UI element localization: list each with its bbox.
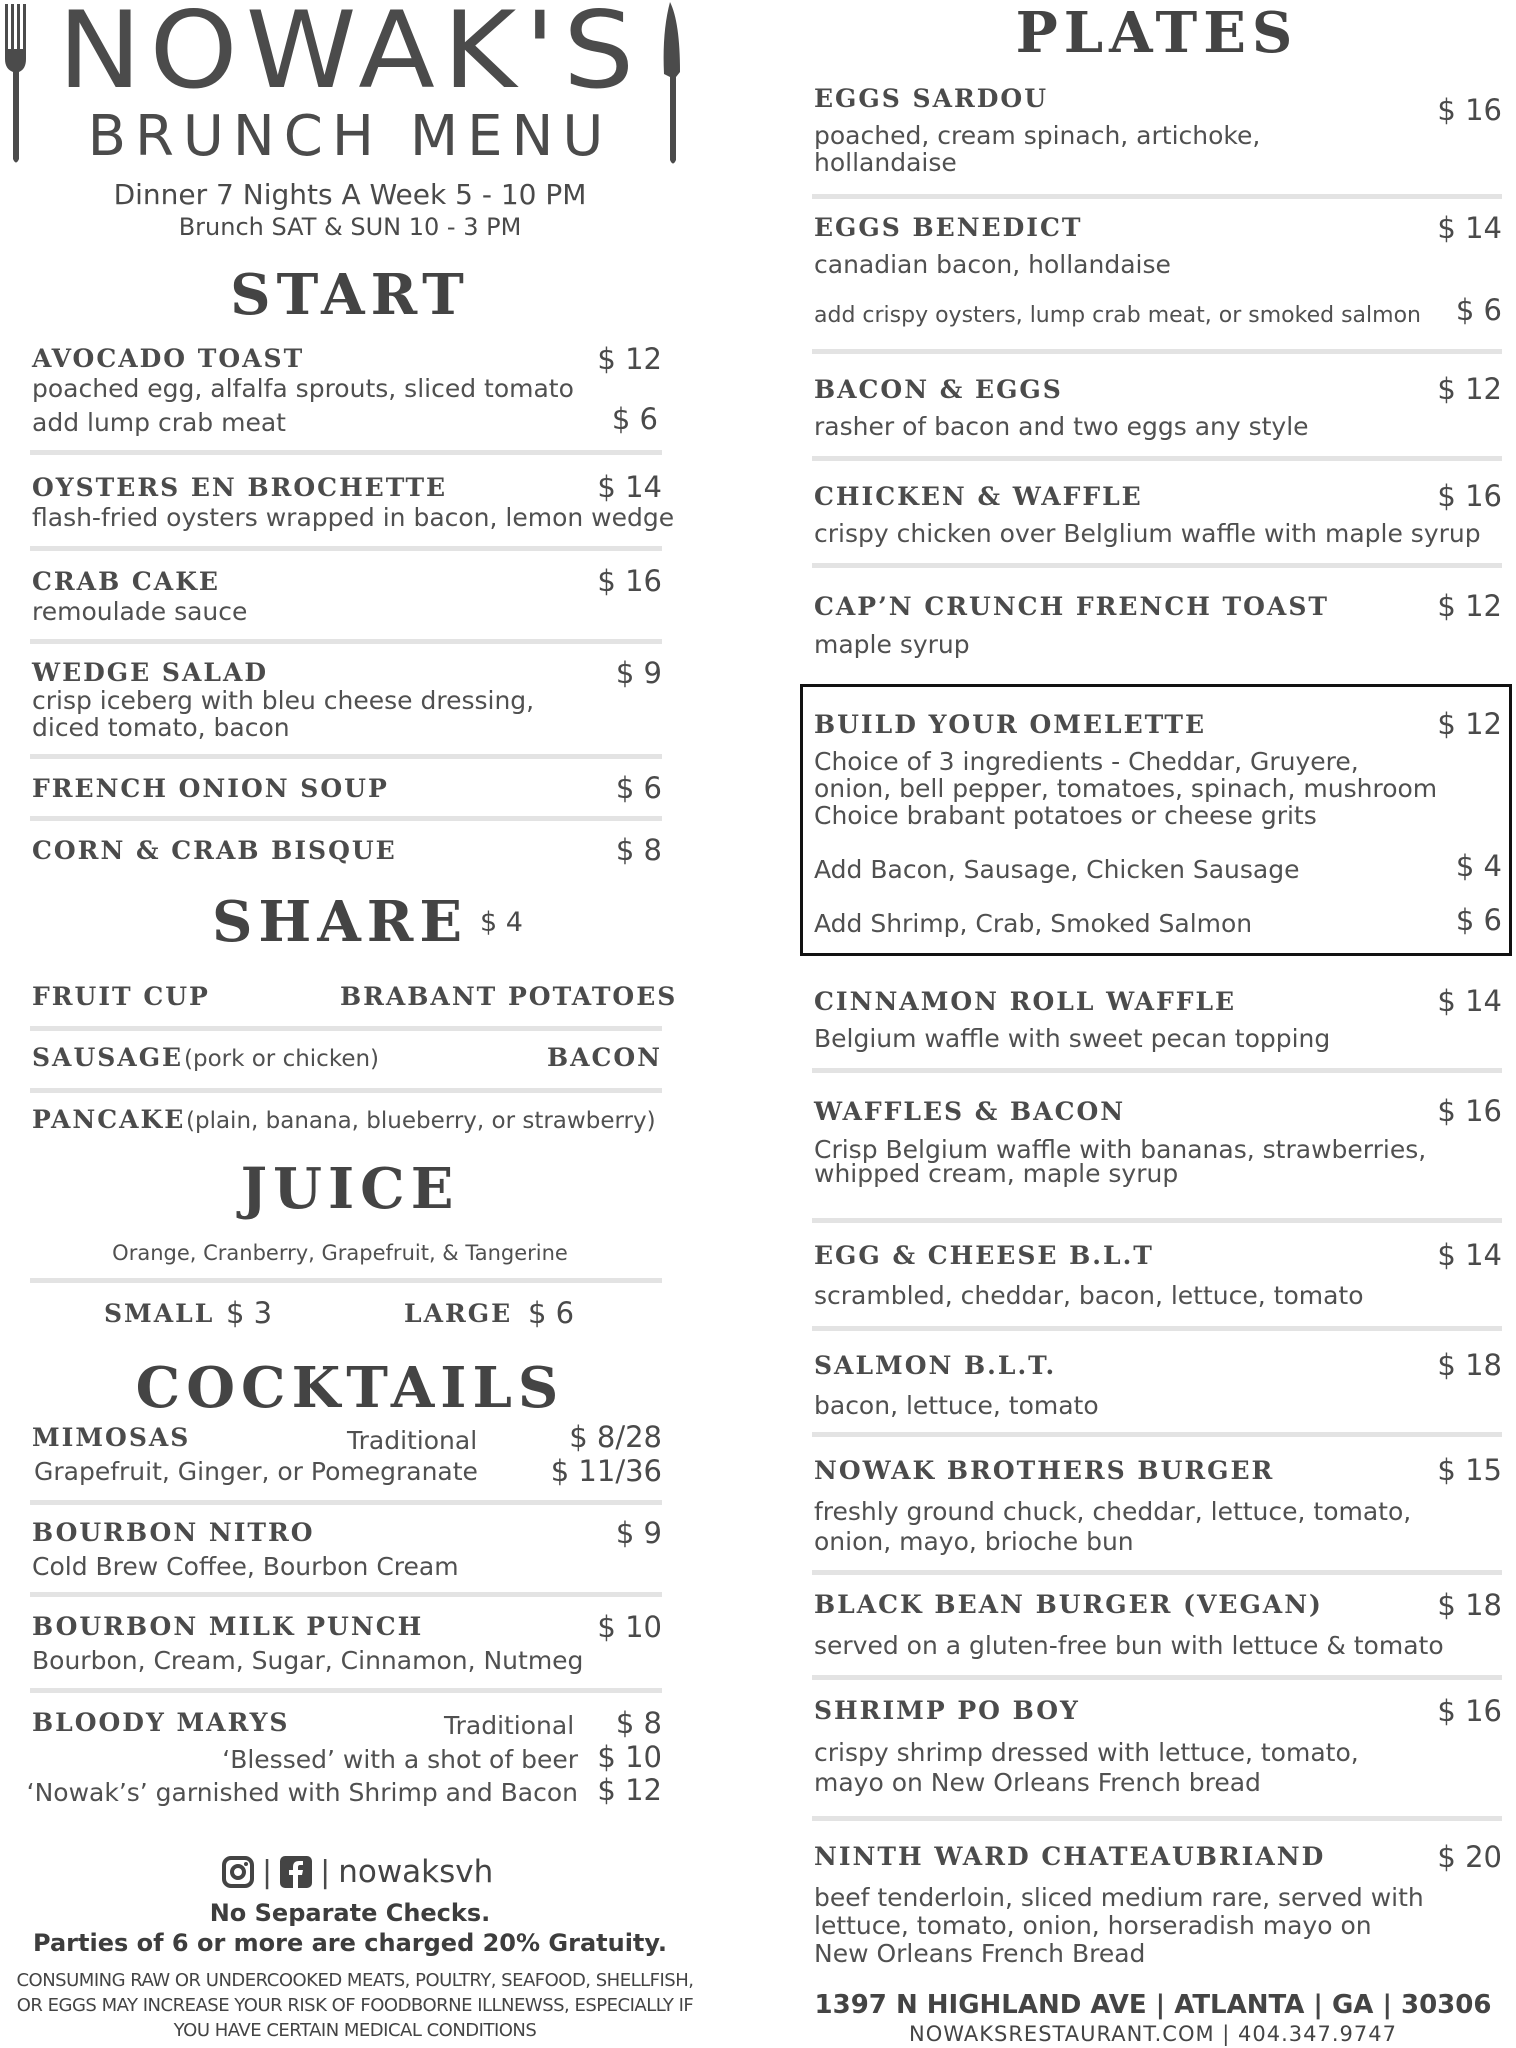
divider (812, 349, 1502, 354)
capn-crunch-desc: maple syrup (814, 630, 970, 659)
divider (30, 1026, 662, 1031)
bloody-blessed: ‘Blessed’ with a shot of beer (222, 1745, 578, 1774)
start-heading: START (230, 262, 470, 328)
eggs-benedict-addon-price: $ 6 (1455, 293, 1502, 327)
plates-heading: PLATES (1015, 0, 1299, 66)
menu-subtitle: BRUNCH MENU (87, 104, 613, 169)
gratuity-notice: Parties of 6 or more are charged 20% Gratuity. (33, 1929, 667, 1957)
salmon-blt-name: SALMON B.L.T. (814, 1351, 1057, 1380)
omelette-desc: Choice of 3 ingredients - Cheddar, Gruyere, (814, 747, 1359, 776)
dinner-hours: Dinner 7 Nights A Week 5 - 10 PM (113, 178, 587, 211)
social-handle[interactable]: nowaksvh (338, 1854, 494, 1890)
wedge-salad-desc: crisp iceberg with bleu cheese dressing, (32, 686, 535, 715)
share-heading: SHARE (211, 889, 469, 955)
no-separate-checks: No Separate Checks. (209, 1899, 491, 1927)
waffles-bacon-desc: whipped cream, maple syrup (814, 1159, 1179, 1188)
juice-large-label: LARGE (404, 1299, 513, 1328)
nowak-burger-desc: freshly ground chuck, cheddar, lettuce, tomato, (814, 1497, 1412, 1526)
food-warning-line3: YOU HAVE CERTAIN MEDICAL CONDITIONS (173, 2020, 537, 2041)
french-onion-name: FRENCH ONION SOUP (32, 774, 389, 803)
wedge-salad-desc: diced tomato, bacon (32, 713, 290, 742)
bacon-eggs-price: $ 12 (1437, 372, 1502, 406)
omelette-desc: onion, bell pepper, tomatoes, spinach, mushroom (814, 774, 1438, 803)
mimosas-traditional: Traditional (347, 1426, 478, 1455)
ninth-ward-desc: beef tenderloin, sliced medium rare, served with (814, 1883, 1424, 1912)
knife-icon (660, 2, 682, 167)
salmon-blt-desc: bacon, lettuce, tomato (814, 1391, 1099, 1420)
milk-punch-price: $ 10 (597, 1610, 662, 1644)
cinnamon-desc: Belgium waffle with sweet pecan topping (814, 1024, 1331, 1053)
divider (812, 194, 1502, 199)
sausage-note: (pork or chicken) (184, 1046, 380, 1072)
oysters-price: $ 14 (597, 470, 662, 504)
avocado-toast-name: AVOCADO TOAST (32, 344, 305, 373)
bisque-name: CORN & CRAB BISQUE (32, 836, 397, 865)
oysters-name: OYSTERS EN BROCHETTE (32, 473, 448, 502)
food-warning-line1: CONSUMING RAW OR UNDERCOOKED MEATS, POULTRY, SEAFOOD, SHELLFISH, (16, 1970, 694, 1991)
omelette-add2-price: $ 6 (1455, 903, 1502, 937)
eggs-benedict-price: $ 14 (1437, 211, 1502, 245)
brabant-potatoes: BRABANT POTATOES (340, 982, 678, 1011)
pancake: PANCAKE (32, 1105, 186, 1134)
bisque-price: $ 8 (615, 833, 662, 867)
bloody-nowaks: ‘Nowak’s’ garnished with Shrimp and Bacon (26, 1778, 578, 1807)
black-bean-burger-name: BLACK BEAN BURGER (VEGAN) (814, 1590, 1323, 1619)
waffles-bacon-name: WAFFLES & BACON (814, 1097, 1126, 1126)
salmon-blt-price: $ 18 (1437, 1348, 1502, 1382)
egg-cheese-blt-price: $ 14 (1437, 1238, 1502, 1272)
milk-punch-desc: Bourbon, Cream, Sugar, Cinnamon, Nutmeg (32, 1646, 584, 1675)
divider (30, 816, 662, 821)
divider (30, 1088, 662, 1093)
eggs-sardou-price: $ 16 (1437, 93, 1502, 127)
shrimp-po-boy-desc: mayo on New Orleans French bread (814, 1768, 1261, 1797)
egg-cheese-blt-desc: scrambled, cheddar, bacon, lettuce, tomato (814, 1281, 1364, 1310)
eggs-sardou-name: EGGS SARDOU (814, 84, 1048, 113)
brunch-hours: Brunch SAT & SUN 10 - 3 PM (178, 213, 522, 241)
divider (812, 1675, 1502, 1680)
avocado-toast-price: $ 12 (597, 342, 662, 376)
pancake-note: (plain, banana, blueberry, or strawberry) (186, 1108, 656, 1134)
bacon: BACON (546, 1043, 662, 1072)
bacon-eggs-name: BACON & EGGS (814, 375, 1063, 404)
omelette-price: $ 12 (1437, 707, 1502, 741)
eggs-benedict-name: EGGS BENEDICT (814, 213, 1083, 242)
crab-cake-desc: remoulade sauce (32, 597, 248, 626)
divider (812, 1432, 1502, 1437)
divider (30, 1688, 662, 1693)
restaurant-name: NOWAK'S (57, 0, 643, 113)
divider (30, 546, 662, 551)
restaurant-contact[interactable]: NOWAKSRESTAURANT.COM | 404.347.9747 (909, 2022, 1397, 2046)
crab-cake-name: CRAB CAKE (32, 567, 220, 596)
divider (30, 1592, 662, 1597)
oysters-desc: flash-fried oysters wrapped in bacon, lemon wedge (32, 503, 675, 532)
divider (30, 639, 662, 644)
omelette-desc: Choice brabant potatoes or cheese grits (814, 801, 1317, 830)
bloody-marys-name: BLOODY MARYS (32, 1708, 290, 1737)
mimosas-name: MIMOSAS (32, 1423, 191, 1452)
omelette-name: BUILD YOUR OMELETTE (814, 710, 1207, 739)
bloody-blessed-price: $ 10 (597, 1740, 662, 1774)
instagram-icon[interactable] (222, 1856, 254, 1888)
facebook-icon[interactable] (280, 1856, 312, 1888)
shrimp-po-boy-price: $ 16 (1437, 1694, 1502, 1728)
avocado-toast-addon: add lump crab meat (32, 408, 286, 437)
omelette-add1: Add Bacon, Sausage, Chicken Sausage (814, 855, 1300, 884)
avocado-toast-addon-price: $ 6 (611, 402, 658, 436)
capn-crunch-name: CAP’N CRUNCH FRENCH TOAST (814, 592, 1329, 621)
divider (812, 1326, 1502, 1331)
eggs-benedict-desc: canadian bacon, hollandaise (814, 250, 1171, 279)
mimosas-flavors-price: $ 11/36 (550, 1454, 662, 1488)
waffles-bacon-desc: Crisp Belgium waffle with bananas, strawberries, (814, 1135, 1427, 1164)
fruit-cup: FRUIT CUP (32, 982, 210, 1011)
divider (30, 1278, 662, 1283)
sausage: SAUSAGE (32, 1043, 184, 1072)
chicken-waffle-name: CHICKEN & WAFFLE (814, 482, 1143, 511)
divider (812, 1816, 1502, 1821)
wedge-salad-name: WEDGE SALAD (32, 658, 269, 687)
bloody-nowaks-price: $ 12 (597, 1773, 662, 1807)
eggs-sardou-desc: hollandaise (814, 148, 957, 177)
bourbon-nitro-desc: Cold Brew Coffee, Bourbon Cream (32, 1552, 459, 1581)
shrimp-po-boy-name: SHRIMP PO BOY (814, 1696, 1080, 1725)
eggs-benedict-addon: add crispy oysters, lump crab meat, or smoked salmon (814, 303, 1421, 328)
juice-large-price: $ 6 (528, 1296, 575, 1330)
milk-punch-name: BOURBON MILK PUNCH (32, 1612, 424, 1641)
divider (812, 456, 1502, 461)
divider (30, 1500, 662, 1505)
juice-small-label: SMALL (104, 1299, 215, 1328)
ninth-ward-price: $ 20 (1437, 1840, 1502, 1874)
bloody-traditional: Traditional (444, 1711, 575, 1740)
divider (812, 563, 1502, 568)
separator: | (320, 1854, 331, 1890)
ninth-ward-name: NINTH WARD CHATEAUBRIAND (814, 1842, 1326, 1871)
black-bean-burger-price: $ 18 (1437, 1588, 1502, 1622)
chicken-waffle-price: $ 16 (1437, 479, 1502, 513)
capn-crunch-price: $ 12 (1437, 589, 1502, 623)
restaurant-address: 1397 N HIGHLAND AVE | ATLANTA | GA | 30306 (814, 1990, 1492, 2020)
omelette-add1-price: $ 4 (1455, 849, 1502, 883)
cocktails-heading: COCKTAILS (135, 1355, 565, 1421)
divider (30, 754, 662, 759)
nowak-burger-name: NOWAK BROTHERS BURGER (814, 1456, 1275, 1485)
bourbon-nitro-price: $ 9 (615, 1516, 662, 1550)
bacon-eggs-desc: rasher of bacon and two eggs any style (814, 412, 1309, 441)
nowak-burger-desc: onion, mayo, brioche bun (814, 1527, 1134, 1556)
nowak-burger-price: $ 15 (1437, 1453, 1502, 1487)
ninth-ward-desc: lettuce, tomato, onion, horseradish mayo on (814, 1911, 1372, 1940)
cinnamon-price: $ 14 (1437, 984, 1502, 1018)
divider (812, 1570, 1502, 1575)
bloody-traditional-price: $ 8 (615, 1706, 662, 1740)
separator: | (262, 1854, 273, 1890)
food-warning-line2: OR EGGS MAY INCREASE YOUR RISK OF FOODBORNE ILLNEWSS, ESPECIALLY IF (16, 1995, 694, 2016)
eggs-sardou-desc: poached, cream spinach, artichoke, (814, 121, 1261, 150)
shrimp-po-boy-desc: crispy shrimp dressed with lettuce, tomato, (814, 1738, 1359, 1767)
juice-small-price: $ 3 (226, 1296, 273, 1330)
chicken-waffle-desc: crispy chicken over Belglium waffle with maple syrup (814, 519, 1481, 548)
mimosas-traditional-price: $ 8/28 (569, 1420, 662, 1454)
avocado-toast-desc: poached egg, alfalfa sprouts, sliced tomato (32, 374, 574, 403)
crab-cake-price: $ 16 (597, 564, 662, 598)
cinnamon-name: CINNAMON ROLL WAFFLE (814, 987, 1237, 1016)
juice-heading: JUICE (240, 1156, 460, 1222)
omelette-add2: Add Shrimp, Crab, Smoked Salmon (814, 909, 1253, 938)
mimosas-flavors: Grapefruit, Ginger, or Pomegranate (34, 1457, 478, 1486)
black-bean-burger-desc: served on a gluten-free bun with lettuce & tomato (814, 1631, 1444, 1660)
ninth-ward-desc: New Orleans French Bread (814, 1939, 1146, 1968)
divider (812, 1218, 1502, 1223)
egg-cheese-blt-name: EGG & CHEESE B.L.T (814, 1241, 1154, 1270)
wedge-salad-price: $ 9 (615, 656, 662, 690)
divider (30, 450, 662, 455)
divider (812, 1068, 1502, 1073)
share-price: $ 4 (480, 907, 523, 938)
french-onion-price: $ 6 (615, 771, 662, 805)
social-row (222, 1852, 493, 1892)
bourbon-nitro-name: BOURBON NITRO (32, 1518, 315, 1547)
waffles-bacon-price: $ 16 (1437, 1094, 1502, 1128)
fork-icon (4, 4, 28, 164)
juice-flavors: Orange, Cranberry, Grapefruit, & Tangerine (112, 1241, 568, 1265)
